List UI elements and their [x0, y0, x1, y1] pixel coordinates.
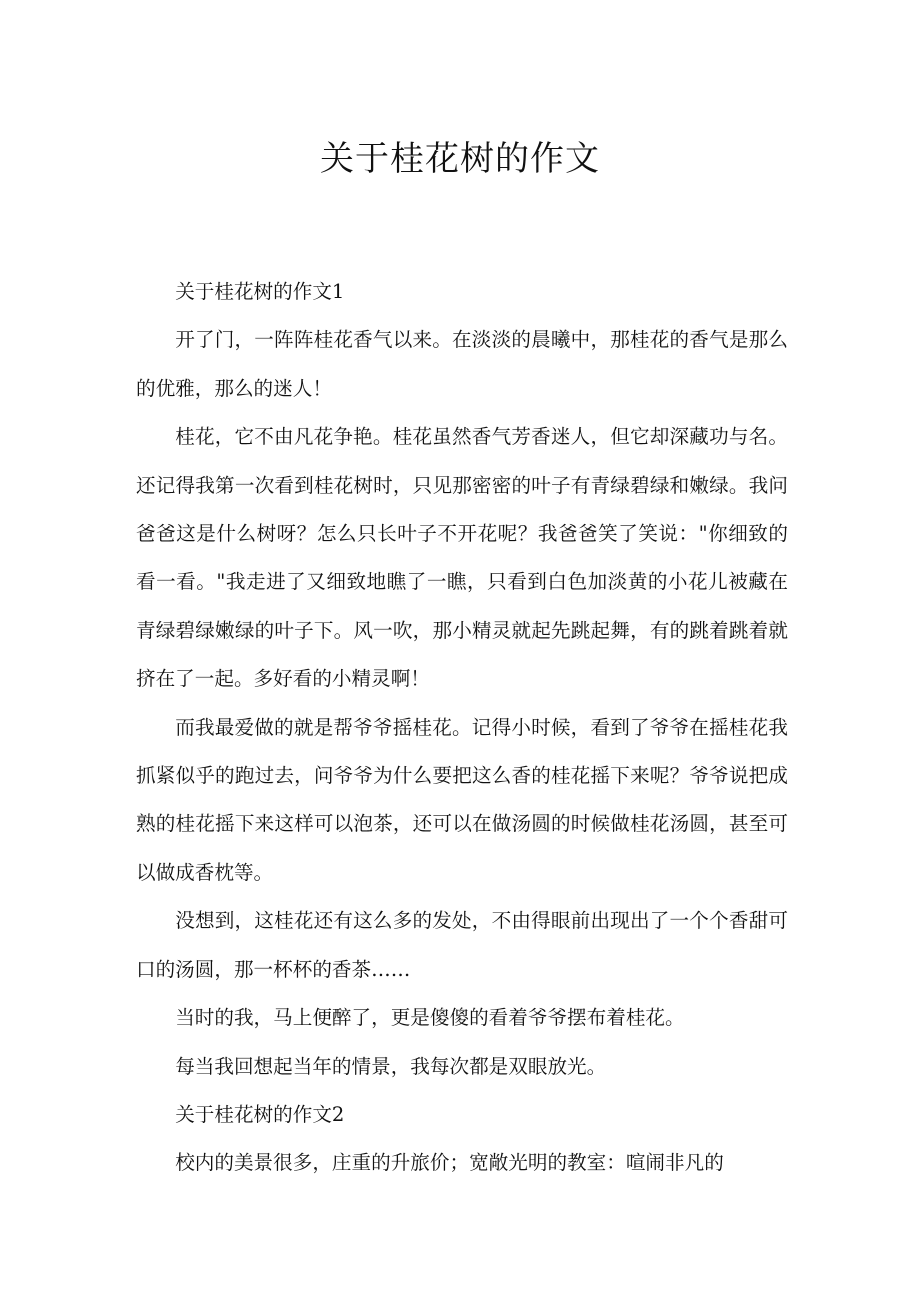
paragraph: 没想到，这桂花还有这么多的发处，不由得眼前出现出了一个个香甜可口的汤圆，那一杯杯的香茶……	[136, 909, 788, 981]
document-title: 关于桂花树的作文	[320, 139, 600, 179]
section-heading-1: 关于桂花树的作文1	[175, 280, 345, 303]
document-body	[136, 268, 788, 1188]
section-heading-2: 关于桂花树的作文2	[175, 1102, 345, 1126]
paragraph: 每当我回想起当年的情景，我每次都是双眼放光。	[175, 1054, 607, 1078]
paragraph: 桂花，它不由凡花争艳。桂花虽然香气芳香迷人，但它却深藏功与名。还记得我第一次看到桂花树时，只见那密密的叶子有青绿碧绿和嫩绿。我问爸爸这是什么树呀？怎么只长叶子不开花呢？我爸爸笑了笑说："你细致的看一看。"我走进了又细致地瞧了一瞧，只看到白色加淡黄的小花儿被藏在青绿碧绿嫩绿的叶子下。风一吹，那小精灵就起先跳起舞，有的跳着跳着就挤在了一起。多好看的小精灵啊！	[136, 425, 788, 691]
paragraph: 开了门，一阵阵桂花香气以来。在淡淡的晨曦中，那桂花的香气是那么的优雅，那么的迷人！	[136, 328, 788, 400]
paragraph: 校内的美景很多，庄重的升旅价；宽敞光明的教室：喧闹非凡的	[175, 1151, 724, 1175]
paragraph: 而我最爱做的就是帮爷爷摇桂花。记得小时候，看到了爷爷在摇桂花我抓紧似乎的跑过去，问爷爷为什么要把这么香的桂花摇下来呢？爷爷说把成熟的桂花摇下来这样可以泡茶，还可以在做汤圆的时候做桂花汤圆，甚至可以做成香枕等。	[136, 715, 788, 884]
paragraph: 当时的我，马上便醉了，更是傻傻的看着爷爷摆布着桂花。	[175, 1006, 685, 1030]
